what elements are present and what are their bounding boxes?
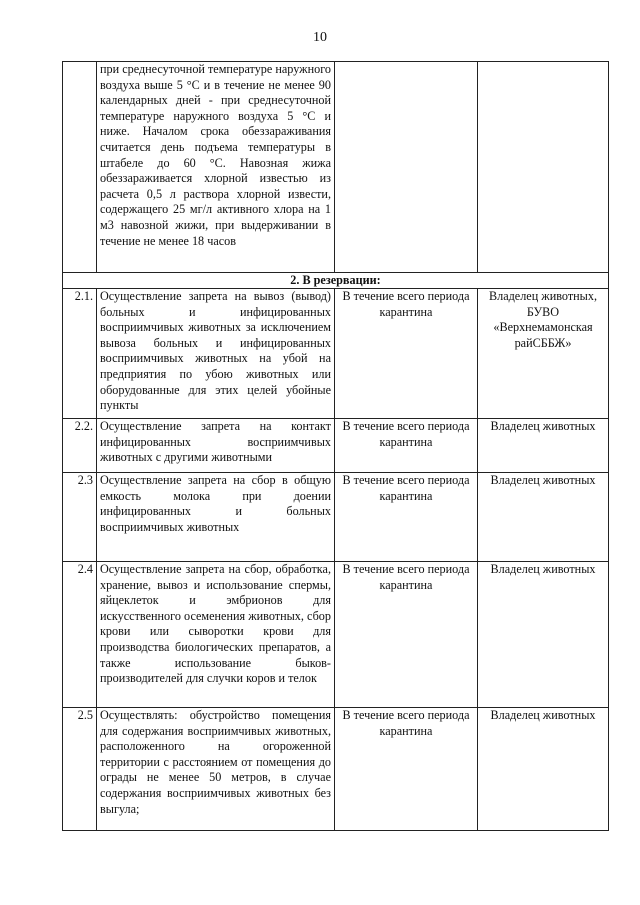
measure-responsible [478,62,609,273]
measure-responsible: Владелец животных [478,708,609,831]
row-number: 2.3 [63,473,97,562]
measure-term: В течение всего периода карантина [335,289,478,419]
row-number: 2.2. [63,419,97,473]
table-row [63,473,609,562]
page-number: 10 [313,30,327,45]
table-row [63,562,609,708]
measure-responsible: Владелец животных [478,419,609,473]
measure-term: В течение всего периода карантина [335,473,478,562]
section-header-row [63,273,609,289]
measure-responsible: Владелец животных [478,473,609,562]
row-number: 2.1. [63,289,97,419]
measure-description: Осуществление запрета на сбор в общую емкость молока при доении инфицированных и больных восприимчивых животных [97,473,335,562]
measure-description: Осуществление запрета на вывоз (вывод) больных и инфицированных восприимчивых животных за исключением вывоза больных и инфицированных восприимчивых животных на убой на предприятия по убою животных или оборудованные для этих целей убойные пункты [97,289,335,419]
measure-responsible: Владелец животных, БУВО «Верхнемамонская райСББЖ» [478,289,609,419]
row-number: 2.4 [63,562,97,708]
measure-term: В течение всего периода карантина [335,708,478,831]
section-title: 2. В резервации: [63,273,609,289]
row-number [63,62,97,273]
measure-term: В течение всего периода карантина [335,419,478,473]
measure-term: В течение всего периода карантина [335,562,478,708]
row-number: 2.5 [63,708,97,831]
measures-table [62,61,609,831]
table-row-continuation [63,62,609,273]
table-row [63,708,609,831]
measure-responsible: Владелец животных [478,562,609,708]
measure-description: Осуществление запрета на контакт инфицированных восприимчивых животных с другими животными [97,419,335,473]
table-row [63,289,609,419]
measure-description: при среднесуточной температуре наружного воздуха выше 5 °С и в течение не менее 90 календарных дней - при среднесуточной температуре наружного воздуха 5 °С и ниже. Началом срока обеззараживания считается день подъема температуры в штабеле до 60 °С. Навозная жижа обеззараживается хлорной известью из расчета 0,5 л раствора хлорной извести, содержащего 25 мг/л активного хлора на 1 м3 навозной жижи, при выдерживании в течение не менее 18 часов [97,62,335,273]
measure-term [335,62,478,273]
measure-description: Осуществление запрета на сбор, обработка, хранение, вывоз и использование спермы, яйцеклеток и эмбрионов для искусственного осеменения животных, сбор крови или сыворотки крови для производства биологических препаратов, а также использование быков-производителей для случки коров и телок [97,562,335,708]
table-row [63,419,609,473]
measure-description: Осуществлять: обустройство помещения для содержания восприимчивых животных, расположенного на огороженной территории с расстоянием от помещения до ограды не менее 50 метров, в случае содержания восприимчивых животных без выгула; [97,708,335,831]
